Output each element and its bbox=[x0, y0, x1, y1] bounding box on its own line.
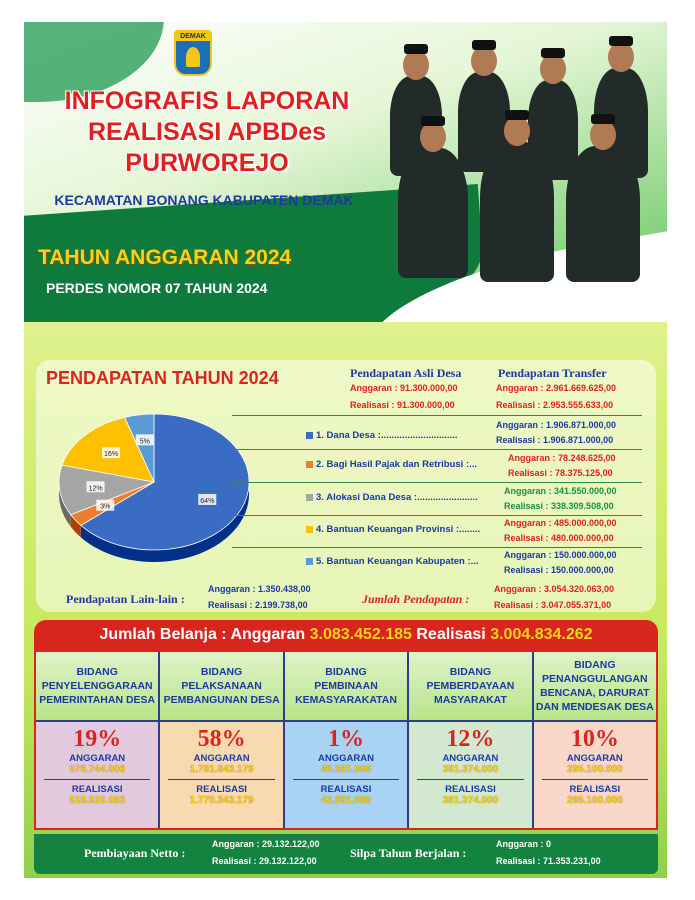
person-figure bbox=[480, 142, 554, 282]
bidang-heading bbox=[409, 652, 531, 722]
bidang-anggaran-label: ANGGARAN bbox=[69, 753, 126, 764]
bidang-anggaran-label: ANGGARAN bbox=[566, 753, 623, 764]
bidang-heading bbox=[160, 652, 282, 722]
bidang-anggaran-label: ANGGARAN bbox=[442, 753, 499, 764]
bidang-heading-line: PENYELENGGARAAN bbox=[41, 680, 153, 692]
bidang-realisasi-value: 1.770.343.179 bbox=[189, 795, 254, 806]
divider bbox=[232, 547, 642, 548]
pendapatan-title: PENDAPATAN TAHUN 2024 bbox=[46, 368, 279, 388]
pie-label-text: 64% bbox=[200, 497, 215, 505]
item-realisasi: Realisasi : 338.309.508,00 bbox=[504, 501, 614, 511]
bidang-heading-line: BIDANG bbox=[449, 666, 492, 678]
bidang-realisasi-value: 515.926.083 bbox=[69, 795, 126, 806]
divider bbox=[232, 449, 642, 450]
bidang-separator bbox=[168, 779, 274, 780]
bidang-body bbox=[160, 722, 282, 828]
bidang-percentage: 10% bbox=[570, 726, 619, 752]
legend-swatch bbox=[306, 432, 313, 439]
title-line-2: REALISASI APBDes bbox=[87, 118, 326, 146]
bidang-realisasi-label: REALISASI bbox=[320, 784, 372, 795]
pie-svg bbox=[44, 402, 254, 572]
pie-data-label bbox=[198, 494, 216, 505]
bidang-heading-line: BIDANG bbox=[200, 666, 243, 678]
bidang-anggaran-value: 295.100.000 bbox=[567, 764, 623, 775]
pie-data-label bbox=[96, 500, 114, 511]
belanja-mid: Realisasi bbox=[411, 626, 491, 643]
jumlah-pendapatan-label: Jumlah Pendapatan : bbox=[362, 592, 470, 606]
bidang-heading-line: PEMBINAAN bbox=[314, 680, 378, 692]
logo-emblem-icon bbox=[186, 47, 200, 67]
bidang-heading-line: PEMBANGUNAN DESA bbox=[163, 694, 280, 706]
item-realisasi: Realisasi : 1.906.871.000,00 bbox=[496, 435, 614, 445]
bidang-column bbox=[409, 652, 533, 828]
bidang-column bbox=[534, 652, 656, 828]
bidang-separator bbox=[417, 779, 523, 780]
lain-lain-label: Pendapatan Lain-lain : bbox=[66, 592, 185, 606]
bidang-heading-line: BIDANG bbox=[76, 666, 118, 678]
lain-lain-realisasi: Realisasi : 2.199.738,00 bbox=[208, 600, 308, 610]
pie-label-text: 3% bbox=[100, 503, 111, 511]
item-anggaran: Anggaran : 150.000.000,00 bbox=[504, 550, 617, 560]
bidang-heading bbox=[285, 652, 407, 722]
bidang-percentage: 12% bbox=[446, 726, 495, 752]
bidang-percentage: 58% bbox=[197, 726, 246, 752]
transfer-anggaran: Anggaran : 2.961.669.625,00 bbox=[496, 383, 617, 393]
header-section bbox=[24, 22, 667, 322]
title-line-1: INFOGRAFIS LAPORAN bbox=[64, 87, 350, 115]
bidang-separator bbox=[44, 779, 150, 780]
person-figure bbox=[566, 146, 640, 282]
pendapatan-item-bagi-hasil bbox=[306, 459, 506, 477]
transfer-heading: Pendapatan Transfer bbox=[498, 366, 607, 380]
bidang-realisasi-label: REALISASI bbox=[569, 784, 621, 795]
bidang-realisasi-value: 295.100.000 bbox=[567, 795, 623, 806]
pie-label-text: 16% bbox=[104, 451, 119, 459]
silpa-realisasi: Realisasi : 71.353.231,00 bbox=[496, 856, 601, 866]
divider bbox=[232, 415, 642, 416]
item-label: 1. Dana Desa :............................. bbox=[316, 430, 458, 441]
divider bbox=[232, 515, 642, 516]
belanja-prefix: Jumlah Belanja : Anggaran bbox=[99, 626, 310, 643]
pendapatan-item-dana-desa bbox=[306, 430, 506, 448]
bidang-anggaran-value: 48.391.000 bbox=[320, 764, 372, 775]
perdes-number: PERDES NOMOR 07 TAHUN 2024 bbox=[46, 280, 268, 296]
pembiayaan-realisasi: Realisasi : 29.132.122,00 bbox=[212, 856, 317, 866]
officials-group-photo bbox=[380, 36, 660, 308]
bidang-anggaran-label: ANGGARAN bbox=[193, 753, 250, 764]
bidang-separator bbox=[542, 779, 648, 780]
item-realisasi: Realisasi : 480.000.000,00 bbox=[504, 533, 614, 543]
item-realisasi: Realisasi : 150.000.000,00 bbox=[504, 565, 614, 575]
bidang-heading-line: PELAKSANAAN bbox=[181, 680, 262, 692]
silpa-anggaran: Anggaran : 0 bbox=[496, 839, 552, 849]
item-anggaran: Anggaran : 1.906.871.000,00 bbox=[496, 420, 617, 430]
bidang-body bbox=[285, 722, 407, 828]
demak-logo bbox=[174, 30, 212, 76]
bidang-separator bbox=[293, 779, 399, 780]
title-line-3: PURWOREJO bbox=[125, 149, 289, 177]
bidang-column bbox=[285, 652, 409, 828]
divider bbox=[232, 482, 642, 483]
legend-swatch bbox=[306, 494, 313, 501]
item-label: 2. Bagi Hasil Pajak dan Retribusi :... bbox=[316, 459, 478, 470]
item-label: 4. Bantuan Keuangan Provinsi :........ bbox=[316, 524, 481, 535]
bidang-column bbox=[36, 652, 160, 828]
bidang-anggaran-value: 1.781.843.179 bbox=[189, 764, 254, 775]
bidang-heading-line: KEMASYARAKATAN bbox=[295, 694, 397, 706]
belanja-realisasi-value: 3.004.834.262 bbox=[490, 626, 593, 643]
jumlah-belanja-bar bbox=[34, 620, 658, 650]
bidang-body bbox=[534, 722, 656, 828]
bidang-realisasi-label: REALISASI bbox=[445, 784, 496, 795]
jumlah-pendapatan-realisasi: Realisasi : 3.047.055.371,00 bbox=[494, 600, 612, 610]
bidang-body bbox=[409, 722, 531, 828]
bidang-percentage: 19% bbox=[73, 726, 122, 752]
item-label: 3. Alokasi Dana Desa :....................... bbox=[316, 492, 478, 503]
pendapatan-pie-chart bbox=[44, 402, 254, 572]
bidang-heading bbox=[534, 652, 656, 722]
transfer-realisasi: Realisasi : 2.953.555.633,00 bbox=[496, 400, 614, 410]
pendapatan-item-provinsi bbox=[306, 524, 506, 542]
bidang-realisasi-label: REALISASI bbox=[196, 784, 247, 795]
bidang-heading-line: PENANGGULANGAN bbox=[542, 673, 648, 685]
belanja-anggaran-value: 3.083.452.185 bbox=[309, 626, 412, 643]
bidang-heading bbox=[36, 652, 158, 722]
legend-swatch bbox=[306, 526, 313, 533]
lain-lain-anggaran: Anggaran : 1.350.438,00 bbox=[208, 584, 311, 594]
infographic-poster bbox=[24, 22, 667, 878]
pie-data-label bbox=[102, 447, 120, 458]
bidang-heading-line: MASYARAKAT bbox=[433, 694, 507, 706]
person-figure bbox=[398, 148, 468, 278]
bidang-body bbox=[36, 722, 158, 828]
bidang-heading-line: BIDANG bbox=[574, 659, 616, 671]
pembiayaan-anggaran: Anggaran : 29.132.122,00 bbox=[212, 839, 320, 849]
pembiayaan-label: Pembiayaan Netto : bbox=[84, 846, 186, 860]
legend-swatch bbox=[306, 461, 313, 468]
bidang-heading-line: BIDANG bbox=[325, 666, 367, 678]
bidang-heading-line: PEMBERDAYAAN bbox=[426, 680, 515, 692]
bidang-realisasi-value: 42.091.000 bbox=[320, 795, 372, 806]
item-label: 5. Bantuan Keuangan Kabupaten :... bbox=[316, 556, 479, 567]
page-title bbox=[42, 86, 372, 179]
asli-desa-realisasi: Realisasi : 91.300.000,00 bbox=[350, 400, 455, 410]
jumlah-pendapatan-anggaran: Anggaran : 3.054.320.063,00 bbox=[494, 584, 615, 594]
bidang-percentage: 1% bbox=[328, 726, 365, 752]
bidang-anggaran-value: 576.744.006 bbox=[69, 764, 126, 775]
bidang-anggaran-label: ANGGARAN bbox=[318, 753, 374, 764]
legend-swatch bbox=[306, 558, 313, 565]
bidang-anggaran-value: 381.374.000 bbox=[442, 764, 499, 775]
pie-label-text: 5% bbox=[139, 438, 150, 446]
tahun-anggaran: TAHUN ANGGARAN 2024 bbox=[38, 246, 292, 269]
silpa-label: Silpa Tahun Berjalan : bbox=[350, 846, 467, 860]
bidang-grid bbox=[34, 650, 658, 830]
pendapatan-item-alokasi bbox=[306, 492, 506, 510]
bidang-realisasi-label: REALISASI bbox=[71, 784, 123, 795]
asli-desa-anggaran: Anggaran : 91.300.000,00 bbox=[350, 383, 458, 393]
item-anggaran: Anggaran : 485.000.000,00 bbox=[504, 518, 617, 528]
bidang-column bbox=[160, 652, 284, 828]
pie-data-label bbox=[136, 434, 154, 445]
bidang-heading-line: BENCANA, DARURAT bbox=[540, 687, 650, 699]
asli-desa-heading: Pendapatan Asli Desa bbox=[350, 366, 462, 380]
item-anggaran: Anggaran : 341.550.000,00 bbox=[504, 486, 617, 496]
page-subtitle: KECAMATAN BONANG KABUPATEN DEMAK bbox=[54, 192, 354, 208]
logo-label: DEMAK bbox=[176, 32, 210, 41]
item-anggaran: Anggaran : 78.248.625,00 bbox=[508, 453, 616, 463]
bidang-realisasi-value: 381.374.000 bbox=[442, 795, 499, 806]
pie-data-label bbox=[87, 481, 105, 492]
footer-bar bbox=[34, 834, 658, 874]
item-realisasi: Realisasi : 78.375.125,00 bbox=[508, 468, 613, 478]
pie-label-text: 12% bbox=[88, 485, 103, 493]
bidang-heading-line: PEMERINTAHAN DESA bbox=[39, 694, 156, 706]
bidang-heading-line: DAN MENDESAK DESA bbox=[535, 701, 654, 713]
pendapatan-item-kabupaten bbox=[306, 556, 506, 574]
